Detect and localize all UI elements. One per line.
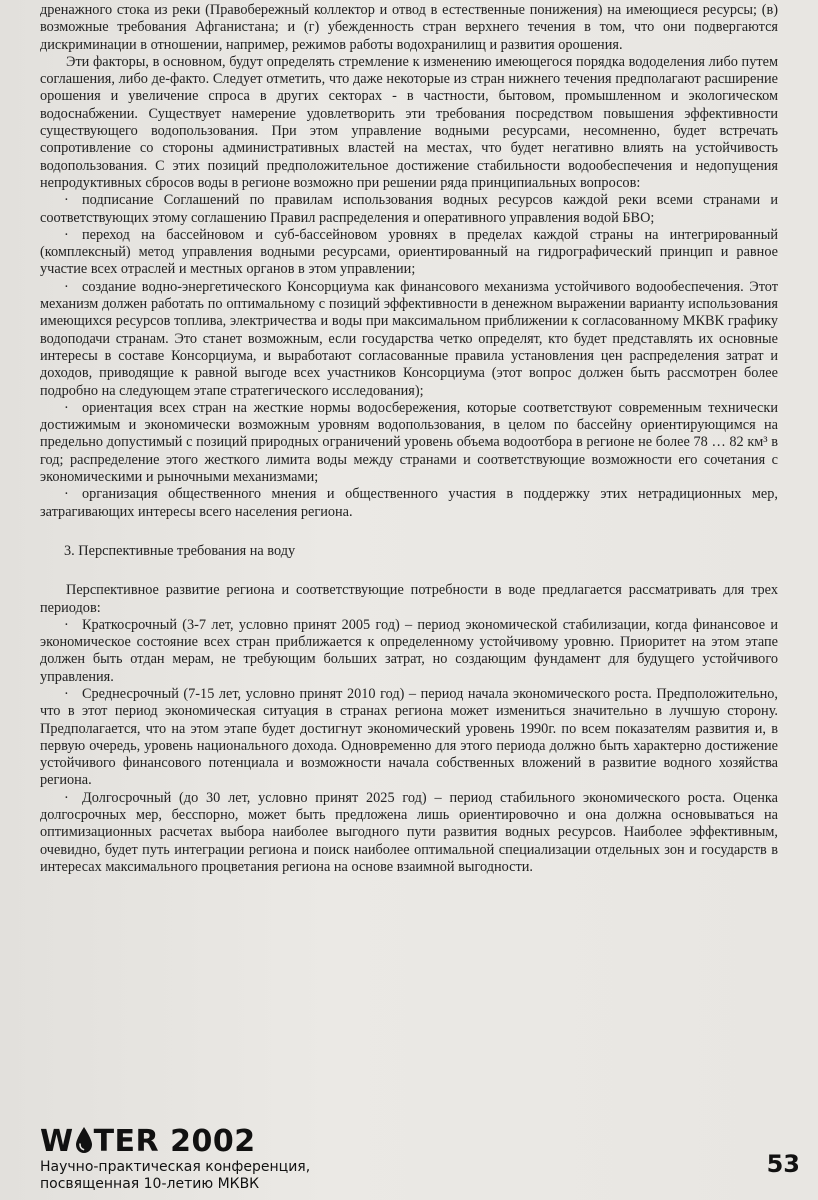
- water-2002-logo: [40, 1124, 256, 1160]
- bullet-item: [40, 279, 778, 400]
- bullet-dot: ·: [64, 192, 69, 209]
- bullet-text: создание водно-энергетического Консорциума как финансового механизма устойчивого водообеспечения. Этот механизм должен работать по оптимальному с позиций эффективности в денежном выражении варианту использования имеющихся ресурсов топлива, электричества и воды при максимальном приближении к согласованному МКВК графику водоподачи странам. Это станет возможным, если государства четко определят, кто будет представлять их основные интересы в составе Консорциума, и выработают согласованные правила установления цен распределения затрат и доходов, приводящие к равной выгоде всех участников Консорциума (этот вопрос должен быть рассмотрен более подробно на следующем этапе стратегического исследования);: [40, 278, 778, 399]
- logo-letter: W: [40, 1124, 74, 1159]
- bullet-dot: ·: [64, 486, 69, 503]
- section-heading: 3. Перспективные требования на воду: [64, 542, 296, 559]
- bullet-dot: ·: [64, 789, 69, 806]
- period-item: [40, 686, 778, 790]
- bullet-item: [40, 486, 778, 521]
- body-text: [40, 2, 778, 876]
- conference-caption: [40, 1159, 310, 1193]
- bullet-text: подписание Соглашений по правилам использования водных ресурсов каждой реки всеми странами и соответствующих этому соглашению Правил распределения и оперативного управления водой БВО;: [40, 192, 778, 226]
- bullet-text: ориентация всех стран на жесткие нормы водосбережения, которые соответствуют современным технически достижимым и экономически возможным уровням водопользования, в целом по бассейну ориентирующимся на предельно допустимый с позиций природных ограничений уровень объема водоотбора в регионе не более 78 … 82 км³ в год; распределение этого жесткого лимита воды между странами и соответствующие возможности его сочетания с экономическими и рыночными механизмами;: [40, 399, 778, 486]
- section-intro: Перспективное развитие региона и соответствующие потребности в воде предлагается рассматривать для трех периодов:: [40, 582, 778, 616]
- water-drop-icon: [74, 1126, 94, 1154]
- bullet-dot: ·: [64, 226, 69, 243]
- bullet-dot: ·: [64, 685, 69, 702]
- paragraph: дренажного стока из реки (Правобережный коллектор и отвод в естественные понижения) на имеющиеся ресурсы; (в) возможные требования Афганистана; и (г) убежденность стран верхнего течения в том, что они подвергаются дискриминации в отношении, например, режимов работы водохранилищ и развития орошения.: [40, 2, 778, 53]
- paragraph: Эти факторы, в основном, будут определять стремление к изменению имеющегося порядка вододеления либо путем соглашения, либо де-факто. Следует отметить, что даже некоторые из стран нижнего течения предполагают расширение орошения и увеличение спроса в других секторах - в частности, бытовом, промышленном и экологическом водоснабжении. Существует намерение удовлетворить эти требования посредством повышения эффективности существующего водопользования. При этом управление водными ресурсами, несомненно, будет встречать сопротивление со стороны административных властей на местах, что будет негативно влиять на устойчивость водопользования. С этих позиций предположительное достижение стабильности водообеспечения и недопущения непродуктивных сбросов воды в регионе возможно при решении ряда принципиальных вопросов:: [40, 53, 778, 191]
- bullet-item: [40, 192, 778, 227]
- period-text: Краткосрочный (3-7 лет, условно принят 2005 год) – период экономической стабилизации, когда финансовое и экономическое состояние всех стран приближается к определенному устойчивому уровню. Приоритет на этом этапе должен быть отдан мерам, не требующим больших затрат, но создающим фундамент для будущего устойчивого управления.: [40, 616, 778, 685]
- bullet-dot: ·: [64, 399, 69, 416]
- logo-text: TER 2002: [93, 1124, 256, 1159]
- period-item: [40, 790, 778, 876]
- conference-line-2: посвященная 10-летию МКВК: [40, 1176, 260, 1192]
- bullet-item: [40, 227, 778, 279]
- page-number: 53: [766, 1150, 800, 1178]
- period-text: Среднесрочный (7-15 лет, условно принят 2010 год) – период начала экономического роста. Предположительно, что в этот период экономическая ситуация в странах региона может измениться значительно в лучшую сторону. Предполагается, что на этом этапе будет достигнут экономический уровень 1990г. по всем показателям развития и, в первую очередь, уровень национального дохода. Одновременно для этого периода должно быть характерно достижение устойчивого финансового потенциала и возможности начала собственных вложений в развитие водного хозяйства региона.: [40, 685, 778, 789]
- bullet-item: [40, 400, 778, 486]
- period-item: [40, 617, 778, 686]
- conference-line-1: Научно-практическая конференция,: [40, 1159, 311, 1175]
- bullet-text: организация общественного мнения и общественного участия в поддержку этих нетрадиционных мер, затрагивающих интересы всего населения региона.: [40, 486, 778, 520]
- bullet-text: переход на бассейновом и суб-бассейновом уровнях в пределах каждой страны на интегрированный (комплексный) метод управления водными ресурсами, ориентированный на гидрографический принцип и равное участие всех отраслей и местных органов в этом управлении;: [40, 226, 778, 278]
- period-text: Долгосрочный (до 30 лет, условно принят 2025 год) – период стабильного экономического роста. Оценка долгосрочных мер, бесспорно, может быть предложена лишь ориентировочно и она должна основываться на оптимизационных расчетах выбора наиболее выгодного пути развития водных ресурсов. Наиболее эффективным, очевидно, будет путь интеграции региона и поиск наиболее оптимальной специализации отдельных зон и государств в интересах максимального процветания региона на основе взаимной выгодности.: [40, 789, 778, 875]
- bullet-dot: ·: [64, 278, 69, 295]
- bullet-dot: ·: [64, 616, 69, 633]
